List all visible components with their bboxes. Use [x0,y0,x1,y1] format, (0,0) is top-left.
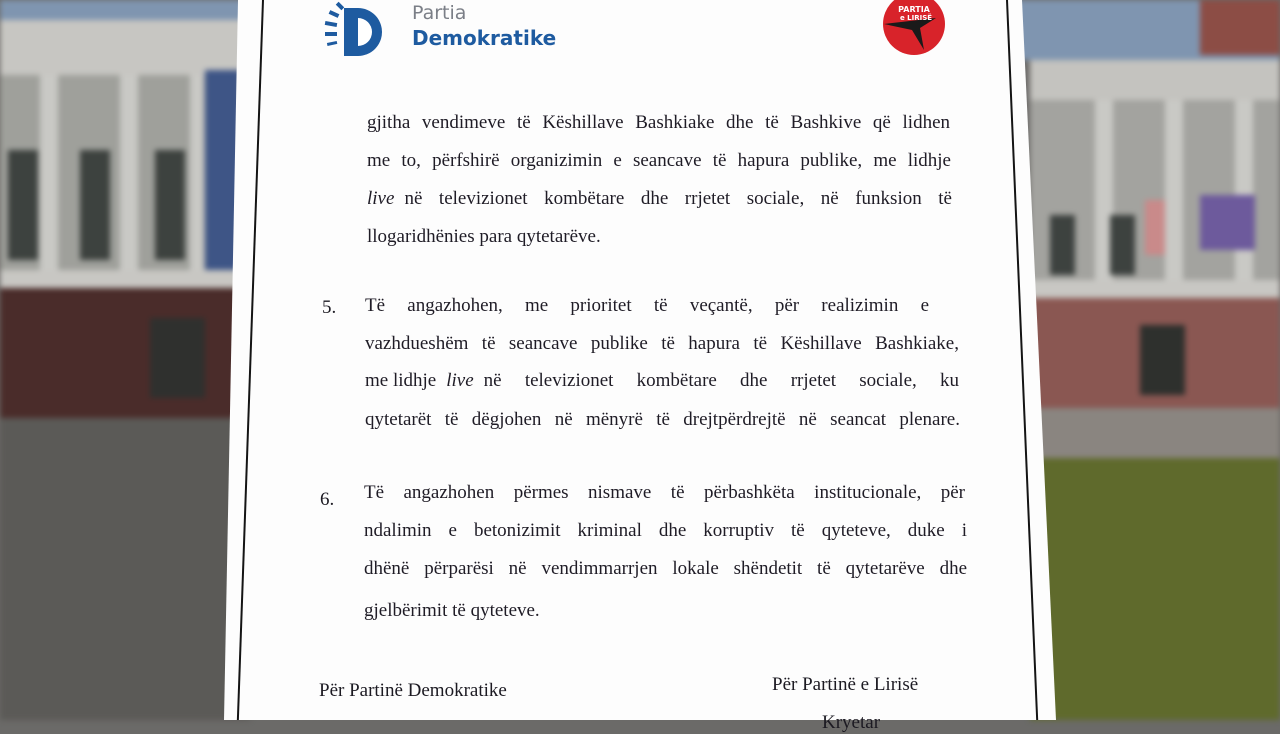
item-line: dhënë përparësi në vendimmarrjen lokale shëndetit të qytetarëve dhe [364,558,967,579]
item-line: vazhdueshëm të seancave publike të hapura të Këshillave Bashkiake, [365,333,959,354]
signature-left-label: Për Partinë Demokratike [319,680,507,701]
partia-e-lirise-logo [878,0,948,56]
pl-logo-text-2: e LIRISË [899,14,933,22]
italic-live: live [446,370,474,391]
paragraph-line: llogaridhënies para qytetarëve. [367,226,601,247]
italic-live: live [367,188,395,209]
paragraph-line-rest: në televizionet kombëtare dhe rrjetet sociale, në funksion të [404,188,952,209]
item-number: 6. [320,489,335,510]
pl-emblem-icon [878,0,948,56]
item-line: ndalimin e betonizimit kriminal dhe korruptiv të qyteteve, duke i [364,520,967,541]
logo-text-partia: Partia [412,2,467,24]
logo-text-demokratike: Demokratike [412,26,557,50]
pd-emblem-icon [322,0,392,60]
partia-demokratike-logo [322,0,557,62]
paragraph-line: me to, përfshirë organizimin e seancave të hapura publike, me lidhje [367,150,951,171]
item-line: qytetarët të dëgjohen në mënyrë të drejtpërdrejtë në seancat plenare. [365,409,960,430]
pl-logo-text-1: PARTIA [898,5,930,14]
item-line: Të angazhohen përmes nismave të përbashkëta institucionale, për [364,482,965,503]
item-line-rest: në televizionet kombëtare dhe rrjetet sociale, ku [483,370,959,391]
paragraph-line [367,188,952,210]
item-line-prefix: me lidhje [365,370,437,391]
item-line [365,370,959,392]
item-line: Të angazhohen, me prioritet të veçantë, për realizimin e [365,295,929,316]
signature-right-title-cut: Kryetar [822,712,881,733]
paragraph-line: gjitha vendimeve të Këshillave Bashkiake dhe të Bashkive që lidhen [367,112,950,133]
item-line: gjelbërimit të qyteteve. [364,600,540,621]
signature-right-label: Për Partinë e Lirisë [772,674,919,695]
item-number: 5. [322,297,337,318]
